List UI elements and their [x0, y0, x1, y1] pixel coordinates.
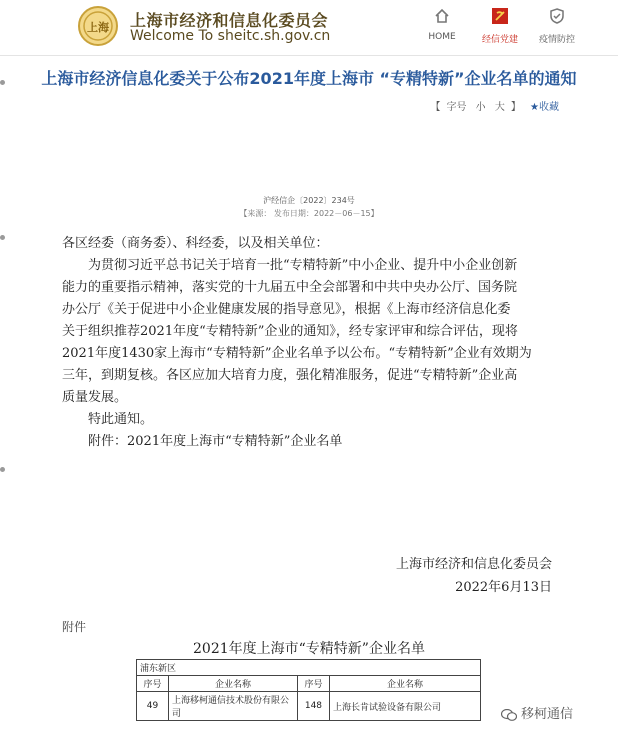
table-cell: 上海移柯通信技术股份有限公司	[168, 692, 297, 721]
paragraph-line: 关于组织推荐2021年度“专精特新”企业的通知》，经专家评审和综合评估，现将	[62, 324, 518, 339]
paragraph-line: 2021年度1430家上海市“专精特新”企业名单予以公布。“专精特新”企业有效期为	[62, 346, 532, 361]
nav-home-label: HOME	[428, 32, 456, 42]
column-header: 企业名称	[329, 676, 480, 692]
source-date-line: 【来源： 发布日期：2022－06－15】	[239, 209, 379, 218]
table-district-row	[137, 660, 481, 676]
wechat-icon	[501, 709, 517, 721]
site-name-en[interactable]: Welcome To sheitc.sh.gov.cn	[130, 28, 331, 44]
paragraph-line: 办公厅《关于促进中小企业健康发展的指导意见》，根据《上海市经济信息化委	[62, 302, 511, 317]
page-title: 上海市经济信息化委关于公布2021年度上海市 “专精特新”企业名单的通知	[41, 69, 577, 88]
table-header-row	[137, 676, 481, 692]
font-size-label: 字号	[446, 102, 467, 113]
table-cell: 49	[137, 692, 169, 721]
font-size-controls	[427, 98, 562, 113]
side-marker	[0, 467, 5, 472]
signature-org: 上海市经济和信息化委员会	[395, 557, 552, 572]
closing-line: 特此通知。	[88, 412, 154, 427]
font-size-small-button[interactable]: 小	[475, 102, 486, 113]
paragraph-line: 质量发展。	[62, 390, 128, 405]
font-size-large-button[interactable]: 大	[494, 102, 505, 113]
bracket-close: 】	[510, 102, 521, 113]
paragraph-line: 能力的重要指示精神，落实党的十九届五中全会部署和中共中央办公厅、国务院	[62, 280, 518, 295]
document-number: 沪经信企〔2022〕234号	[263, 196, 355, 205]
column-header: 序号	[297, 676, 329, 692]
article-body	[62, 233, 592, 453]
attachment-note: 附件：2021年度上海市“专精特新”企业名单	[88, 434, 343, 449]
salutation: 各区经委（商务委）、科经委，以及相关单位：	[62, 236, 329, 251]
table-cell: 148	[297, 692, 329, 721]
paragraph-line: 三年，到期复核。各区应加大培育力度，强化精准服务，促进“专精特新”企业高	[62, 368, 518, 383]
enterprise-table	[136, 659, 481, 721]
nav-epidemic[interactable]	[525, 8, 589, 45]
header-divider	[0, 55, 618, 56]
home-icon	[410, 8, 474, 28]
site-name-cn[interactable]: 上海市经济和信息化委员会	[130, 11, 329, 30]
side-marker	[0, 235, 5, 240]
list-title: 2021年度上海市“专精特新”企业名单	[193, 641, 425, 657]
paragraph-line: 为贯彻习近平总书记关于培育一批“专精特新”中小企业、提升中小企业创新	[88, 258, 518, 273]
party-emblem-icon	[468, 8, 532, 28]
shield-icon	[525, 8, 589, 28]
favorite-button[interactable]: ★收藏	[530, 102, 559, 113]
nav-home[interactable]	[410, 8, 474, 42]
side-marker	[0, 80, 5, 85]
district-cell: 浦东新区	[137, 660, 481, 676]
site-emblem-icon[interactable]	[78, 6, 118, 46]
attachment-label: 附件	[62, 620, 87, 634]
watermark-text: 移柯通信	[520, 707, 573, 722]
signature-date: 2022年6月13日	[455, 580, 552, 595]
emblem-text: 上海	[87, 21, 109, 34]
nav-party-label: 经信党建	[481, 35, 518, 45]
nav-party-building[interactable]	[468, 8, 532, 45]
watermark	[501, 703, 573, 722]
nav-epidemic-label: 疫情防控	[538, 35, 575, 45]
table-row	[137, 692, 481, 721]
column-header: 企业名称	[168, 676, 297, 692]
table-cell: 上海长肯试验设备有限公司	[329, 692, 480, 721]
column-header: 序号	[137, 676, 169, 692]
bracket-open: 【	[430, 102, 441, 113]
